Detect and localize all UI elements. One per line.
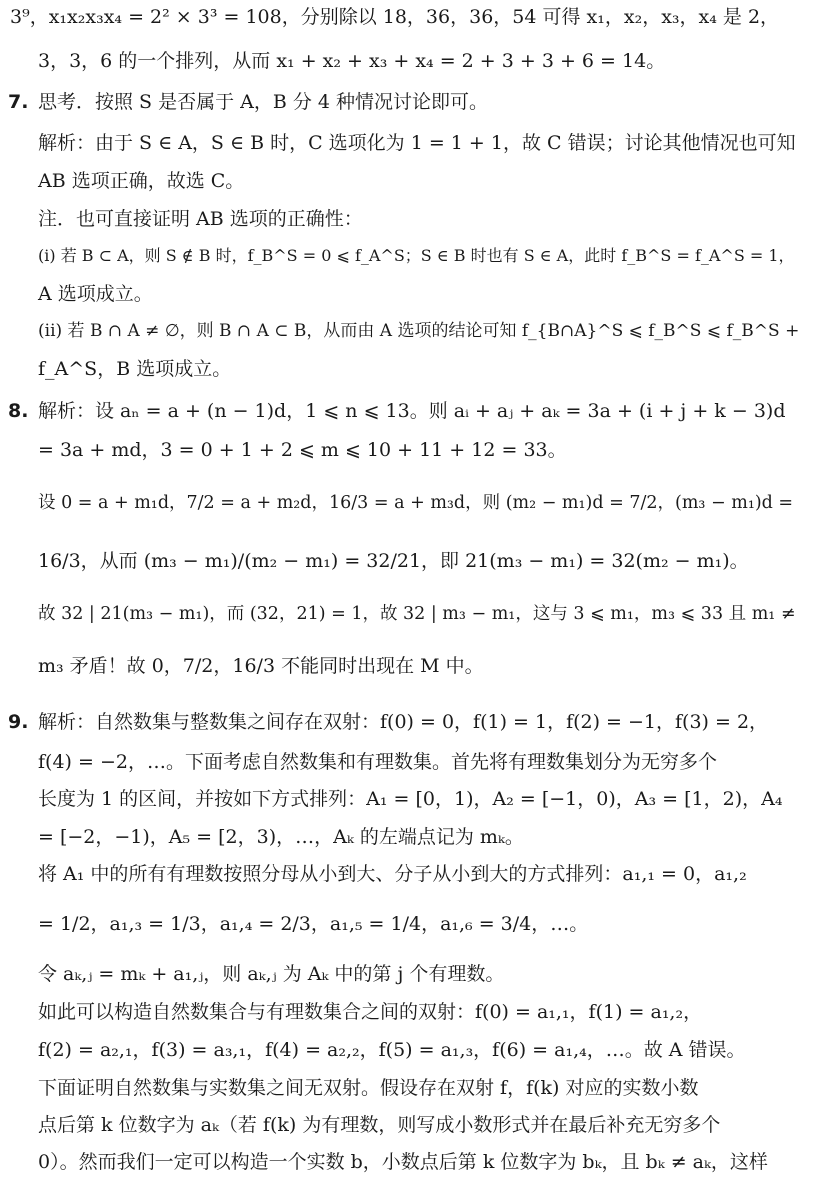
problem-number: 8.	[8, 400, 29, 422]
text-line: 注．也可直接证明 AB 选项的正确性：	[38, 208, 363, 230]
text-line: 3⁹，x₁x₂x₃x₄ = 2² × 3³ = 108，分别除以 18，36，36，54 可得 x₁，x₂，x₃，x₄ 是 2，	[10, 6, 780, 28]
text-line: 长度为 1 的区间，并按如下方式排列：A₁ = [0，1)，A₂ = [−1，0)，A₃ = [1，2)，A₄	[38, 788, 783, 810]
text-line: 0）。然而我们一定可以构造一个实数 b，小数点后第 k 位数字为 bₖ，且 bₖ ≠ aₖ，这样	[38, 1151, 768, 1173]
text-line: 如此可以构造自然数集合与有理数集合之间的双射：f(0) = a₁,₁，f(1) = a₁,₂，	[38, 1001, 703, 1023]
text-line: AB 选项正确，故选 C。	[38, 170, 245, 192]
text-line: 解析：自然数集与整数集之间存在双射：f(0) = 0，f(1) = 1，f(2) = −1，f(3) = 2，	[38, 711, 769, 733]
text-line: 3，3，6 的一个排列，从而 x₁ + x₂ + x₃ + x₄ = 2 + 3 + 3 + 6 = 14。	[38, 50, 666, 72]
text-line: 点后第 k 位数字为 aₖ（若 f(k) 为有理数，则写成小数形式并在最后补充无穷多个	[38, 1114, 721, 1136]
text-line: (ii) 若 B ∩ A ≠ ∅，则 B ∩ A ⊂ B，从而由 A 选项的结论可知 f_{B∩A}^S ⩽ f_B^S ⩽ f_B^S +	[38, 321, 800, 341]
text-line: = [−2，−1)，A₅ = [2，3)，…，Aₖ 的左端点记为 mₖ。	[38, 826, 524, 848]
text-line: 解析：设 aₙ = a + (n − 1)d，1 ⩽ n ⩽ 13。则 aᵢ + aⱼ + aₖ = 3a + (i + j + k − 3)d	[38, 400, 786, 422]
text-line: A 选项成立。	[38, 283, 153, 305]
problem-number: 9.	[8, 711, 29, 733]
text-line: f_A^S，B 选项成立。	[38, 358, 232, 380]
text-line: f(4) = −2，…。下面考虑自然数集和有理数集。首先将有理数集划分为无穷多个	[38, 751, 717, 773]
text-line: 令 aₖ,ⱼ = mₖ + a₁,ⱼ，则 aₖ,ⱼ 为 Aₖ 中的第 j 个有理数。	[38, 963, 505, 985]
text-line: 16/3，从而 (m₃ − m₁)/(m₂ − m₁) = 32/21，即 21(m₃ − m₁) = 32(m₂ − m₁)。	[38, 550, 749, 572]
text-line: m₃ 矛盾！故 0，7/2，16/3 不能同时出现在 M 中。	[38, 655, 484, 677]
text-line: 将 A₁ 中的所有有理数按照分母从小到大、分子从小到大的方式排列：a₁,₁ = 0，a₁,₂	[38, 863, 747, 885]
text-line: 故 32 | 21(m₃ − m₁)，而 (32，21) = 1，故 32 | m₃ − m₁，这与 3 ⩽ m₁，m₃ ⩽ 33 且 m₁ ≠	[38, 604, 796, 624]
text-line: 解析：由于 S ∈ A，S ∈ B 时，C 选项化为 1 = 1 + 1，故 C 错误；讨论其他情况也可知	[38, 132, 796, 154]
text-line: 思考．按照 S 是否属于 A，B 分 4 种情况讨论即可。	[38, 91, 489, 113]
problem-number: 7.	[8, 91, 29, 113]
text-line: 设 0 = a + m₁d，7/2 = a + m₂d，16/3 = a + m₃d，则 (m₂ − m₁)d = 7/2，(m₃ − m₁)d =	[38, 493, 794, 513]
text-line: = 1/2，a₁,₃ = 1/3，a₁,₄ = 2/3，a₁,₅ = 1/4，a₁,₆ = 3/4，…。	[38, 913, 589, 935]
text-line: (i) 若 B ⊂ A，则 S ∉ B 时，f_B^S = 0 ⩽ f_A^S；S ∈ B 时也有 S ∈ A，此时 f_B^S = f_A^S = 1，	[38, 246, 795, 265]
text-line: = 3a + md，3 = 0 + 1 + 2 ⩽ m ⩽ 10 + 11 + 12 = 33。	[38, 439, 567, 461]
text-line: 下面证明自然数集与实数集之间无双射。假设存在双射 f，f(k) 对应的实数小数	[38, 1077, 699, 1099]
text-line: f(2) = a₂,₁，f(3) = a₃,₁，f(4) = a₂,₂，f(5) = a₁,₃，f(6) = a₁,₄，…。故 A 错误。	[38, 1039, 746, 1061]
